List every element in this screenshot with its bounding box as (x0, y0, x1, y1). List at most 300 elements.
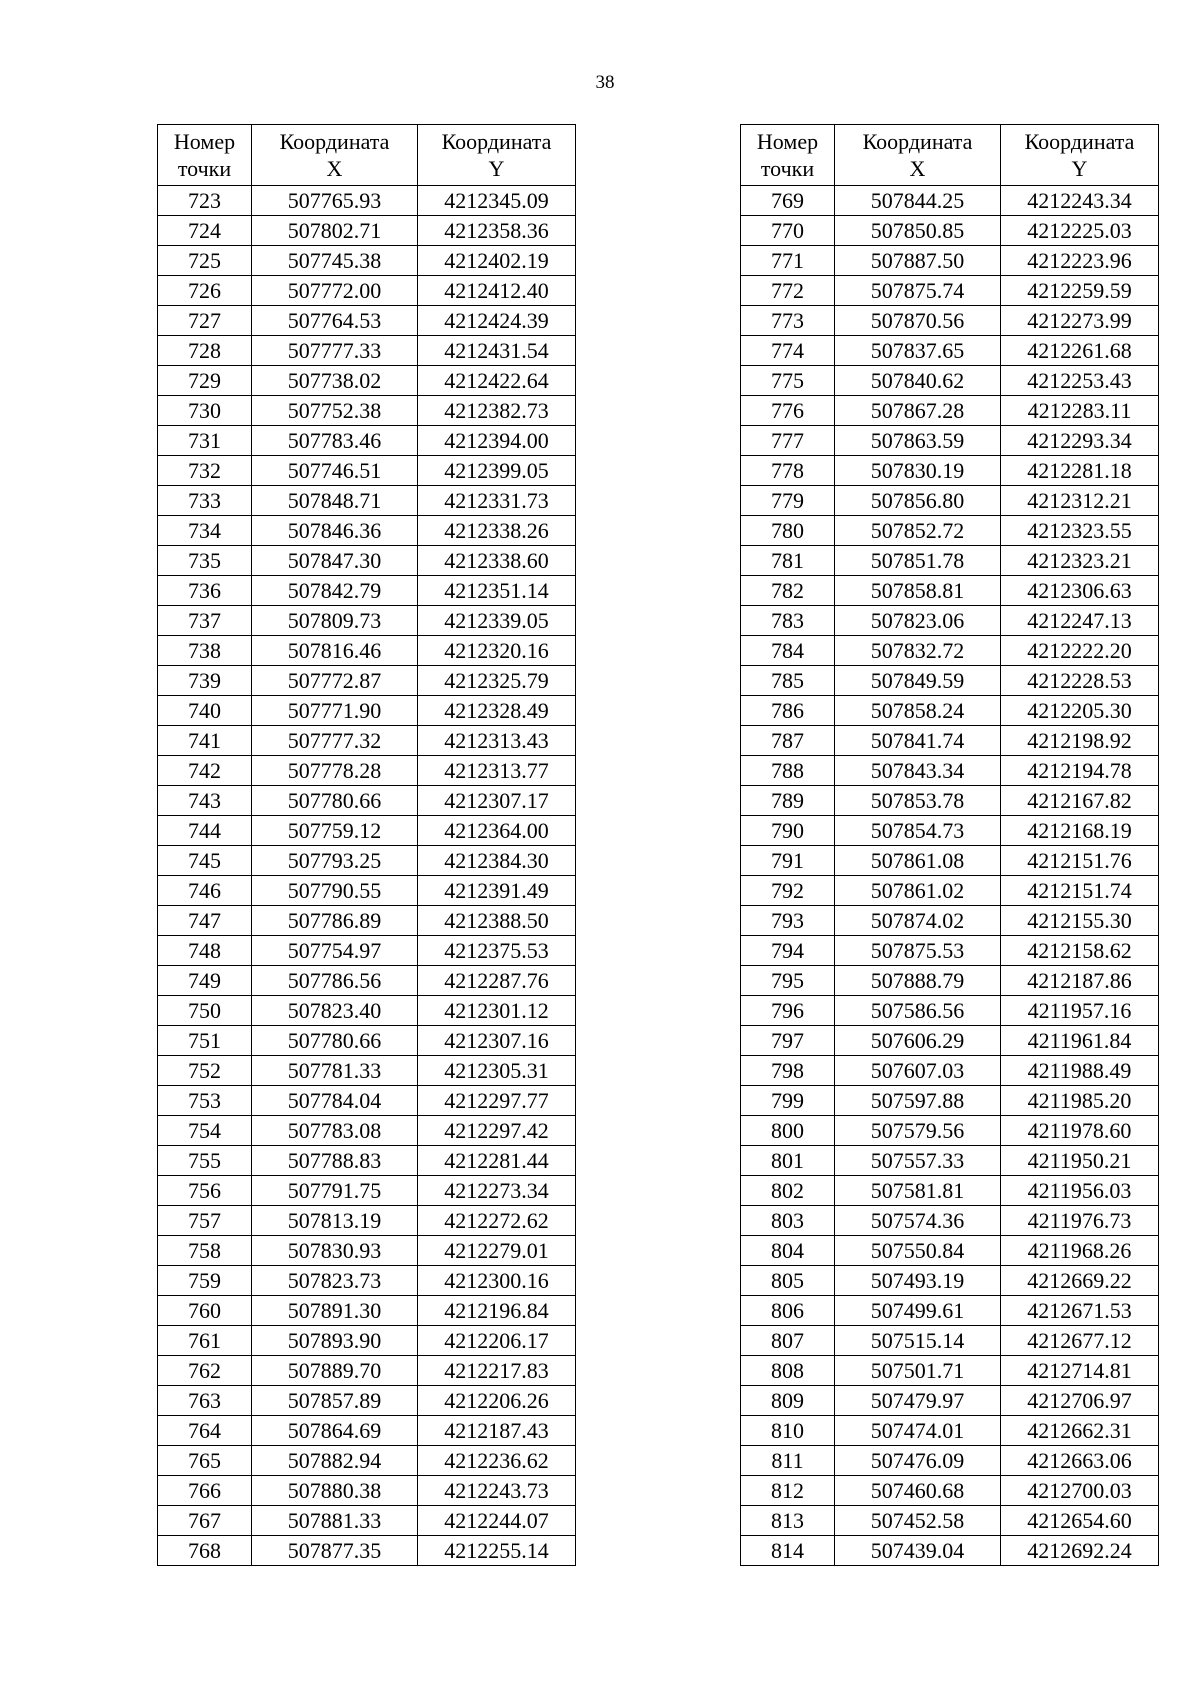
table-row (741, 666, 1159, 696)
header-coord-x (835, 125, 1001, 186)
cell-point-number: 812 (741, 1476, 835, 1506)
header-point-number (741, 125, 835, 186)
header-line: Номер (756, 129, 819, 154)
cell-point-number: 767 (158, 1506, 252, 1536)
table-header-row (741, 125, 1159, 186)
cell-coord-x: 507881.33 (252, 1506, 418, 1536)
cell-coord-y: 4212339.05 (418, 606, 576, 636)
cell-coord-x: 507830.19 (835, 456, 1001, 486)
cell-coord-y: 4212236.62 (418, 1446, 576, 1476)
table-row (158, 1086, 576, 1116)
cell-coord-x: 507793.25 (252, 846, 418, 876)
cell-coord-x: 507846.36 (252, 516, 418, 546)
cell-coord-x: 507474.01 (835, 1416, 1001, 1446)
cell-coord-y: 4212222.20 (1001, 636, 1159, 666)
table-row (158, 1116, 576, 1146)
table-row (741, 246, 1159, 276)
cell-coord-y: 4212187.43 (418, 1416, 576, 1446)
table-row (741, 1026, 1159, 1056)
cell-coord-y: 4212662.31 (1001, 1416, 1159, 1446)
table-row (158, 1146, 576, 1176)
table-row (158, 1056, 576, 1086)
table-row (158, 216, 576, 246)
cell-coord-x: 507597.88 (835, 1086, 1001, 1116)
table-row (158, 186, 576, 216)
table-row (158, 1356, 576, 1386)
cell-coord-x: 507849.59 (835, 666, 1001, 696)
table-row (741, 1056, 1159, 1086)
cell-coord-x: 507606.29 (835, 1026, 1001, 1056)
cell-point-number: 768 (158, 1536, 252, 1566)
cell-coord-y: 4211978.60 (1001, 1116, 1159, 1146)
cell-point-number: 753 (158, 1086, 252, 1116)
cell-point-number: 750 (158, 996, 252, 1026)
cell-coord-x: 507852.72 (835, 516, 1001, 546)
table-body-left (158, 186, 576, 1566)
cell-point-number: 794 (741, 936, 835, 966)
table-row (158, 426, 576, 456)
table-row (158, 1536, 576, 1566)
cell-coord-x: 507832.72 (835, 636, 1001, 666)
cell-point-number: 811 (741, 1446, 835, 1476)
cell-coord-x: 507844.25 (835, 186, 1001, 216)
table-row (741, 756, 1159, 786)
cell-coord-y: 4212384.30 (418, 846, 576, 876)
cell-coord-x: 507460.68 (835, 1476, 1001, 1506)
cell-point-number: 741 (158, 726, 252, 756)
cell-point-number: 798 (741, 1056, 835, 1086)
cell-coord-x: 507813.19 (252, 1206, 418, 1236)
cell-coord-x: 507840.62 (835, 366, 1001, 396)
cell-coord-y: 4212677.12 (1001, 1326, 1159, 1356)
cell-coord-y: 4212205.30 (1001, 696, 1159, 726)
cell-point-number: 800 (741, 1116, 835, 1146)
cell-coord-x: 507574.36 (835, 1206, 1001, 1236)
cell-coord-x: 507830.93 (252, 1236, 418, 1266)
cell-coord-x: 507858.24 (835, 696, 1001, 726)
table-row (741, 1116, 1159, 1146)
cell-point-number: 739 (158, 666, 252, 696)
table-row (741, 996, 1159, 1026)
header-line: X (326, 156, 343, 181)
cell-coord-y: 4212307.17 (418, 786, 576, 816)
cell-coord-y: 4212412.40 (418, 276, 576, 306)
table-row (158, 876, 576, 906)
cell-point-number: 727 (158, 306, 252, 336)
cell-coord-x: 507823.40 (252, 996, 418, 1026)
cell-coord-y: 4212223.96 (1001, 246, 1159, 276)
cell-point-number: 761 (158, 1326, 252, 1356)
cell-coord-x: 507501.71 (835, 1356, 1001, 1386)
table-row (741, 456, 1159, 486)
cell-coord-y: 4211961.84 (1001, 1026, 1159, 1056)
cell-point-number: 725 (158, 246, 252, 276)
cell-point-number: 731 (158, 426, 252, 456)
cell-coord-y: 4212244.07 (418, 1506, 576, 1536)
table-row (158, 1326, 576, 1356)
cell-coord-y: 4212198.92 (1001, 726, 1159, 756)
cell-coord-x: 507771.90 (252, 696, 418, 726)
cell-coord-x: 507781.33 (252, 1056, 418, 1086)
cell-coord-x: 507823.06 (835, 606, 1001, 636)
table-row (741, 966, 1159, 996)
cell-point-number: 770 (741, 216, 835, 246)
cell-coord-y: 4212272.62 (418, 1206, 576, 1236)
cell-coord-y: 4211957.16 (1001, 996, 1159, 1026)
cell-point-number: 801 (741, 1146, 835, 1176)
table-row (158, 306, 576, 336)
cell-point-number: 813 (741, 1506, 835, 1536)
cell-point-number: 814 (741, 1536, 835, 1566)
cell-coord-x: 507888.79 (835, 966, 1001, 996)
table-row (741, 1086, 1159, 1116)
cell-point-number: 743 (158, 786, 252, 816)
cell-point-number: 729 (158, 366, 252, 396)
cell-point-number: 766 (158, 1476, 252, 1506)
cell-point-number: 804 (741, 1236, 835, 1266)
cell-point-number: 736 (158, 576, 252, 606)
table-row (158, 1296, 576, 1326)
cell-coord-y: 4212217.83 (418, 1356, 576, 1386)
cell-coord-y: 4212261.68 (1001, 336, 1159, 366)
cell-coord-x: 507786.89 (252, 906, 418, 936)
table-row (158, 396, 576, 426)
cell-coord-y: 4212273.34 (418, 1176, 576, 1206)
cell-coord-y: 4212345.09 (418, 186, 576, 216)
table-row (741, 276, 1159, 306)
cell-coord-x: 507877.35 (252, 1536, 418, 1566)
cell-coord-y: 4212325.79 (418, 666, 576, 696)
table-row (741, 1296, 1159, 1326)
cell-coord-x: 507780.66 (252, 1026, 418, 1056)
cell-point-number: 733 (158, 486, 252, 516)
cell-coord-y: 4212382.73 (418, 396, 576, 426)
cell-point-number: 763 (158, 1386, 252, 1416)
cell-coord-y: 4212422.64 (418, 366, 576, 396)
cell-coord-x: 507515.14 (835, 1326, 1001, 1356)
cell-coord-y: 4212307.16 (418, 1026, 576, 1056)
cell-point-number: 776 (741, 396, 835, 426)
cell-coord-x: 507777.33 (252, 336, 418, 366)
cell-coord-x: 507783.46 (252, 426, 418, 456)
cell-point-number: 774 (741, 336, 835, 366)
table-row (158, 516, 576, 546)
table-row (741, 936, 1159, 966)
header-line: Координата (862, 129, 973, 154)
cell-point-number: 745 (158, 846, 252, 876)
table-row (741, 1416, 1159, 1446)
cell-coord-y: 4212669.22 (1001, 1266, 1159, 1296)
cell-point-number: 755 (158, 1146, 252, 1176)
cell-coord-x: 507823.73 (252, 1266, 418, 1296)
cell-coord-x: 507764.53 (252, 306, 418, 336)
table-row (741, 336, 1159, 366)
cell-point-number: 786 (741, 696, 835, 726)
cell-coord-x: 507557.33 (835, 1146, 1001, 1176)
cell-coord-y: 4212663.06 (1001, 1446, 1159, 1476)
header-line: Номер (173, 129, 236, 154)
cell-point-number: 730 (158, 396, 252, 426)
cell-point-number: 799 (741, 1086, 835, 1116)
header-line: точки (760, 156, 815, 181)
cell-coord-y: 4211968.26 (1001, 1236, 1159, 1266)
table-row (741, 486, 1159, 516)
table-row (741, 1446, 1159, 1476)
cell-coord-x: 507772.00 (252, 276, 418, 306)
cell-point-number: 769 (741, 186, 835, 216)
cell-coord-x: 507476.09 (835, 1446, 1001, 1476)
cell-coord-y: 4212287.76 (418, 966, 576, 996)
table-row (741, 846, 1159, 876)
cell-coord-x: 507861.08 (835, 846, 1001, 876)
cell-coord-y: 4212281.18 (1001, 456, 1159, 486)
cell-point-number: 751 (158, 1026, 252, 1056)
table-row (741, 636, 1159, 666)
cell-coord-y: 4212375.53 (418, 936, 576, 966)
cell-coord-x: 507837.65 (835, 336, 1001, 366)
cell-coord-y: 4212281.44 (418, 1146, 576, 1176)
cell-point-number: 808 (741, 1356, 835, 1386)
cell-coord-x: 507863.59 (835, 426, 1001, 456)
cell-point-number: 788 (741, 756, 835, 786)
cell-coord-x: 507848.71 (252, 486, 418, 516)
cell-coord-y: 4212399.05 (418, 456, 576, 486)
page-number: 38 (595, 72, 615, 93)
cell-point-number: 809 (741, 1386, 835, 1416)
cell-point-number: 747 (158, 906, 252, 936)
table-row (158, 1266, 576, 1296)
cell-coord-x: 507875.53 (835, 936, 1001, 966)
cell-coord-y: 4212167.82 (1001, 786, 1159, 816)
table-row (741, 1326, 1159, 1356)
table-row (158, 606, 576, 636)
cell-coord-y: 4212358.36 (418, 216, 576, 246)
cell-coord-y: 4212196.84 (418, 1296, 576, 1326)
cell-point-number: 779 (741, 486, 835, 516)
table-row (158, 1416, 576, 1446)
cell-coord-y: 4212151.76 (1001, 846, 1159, 876)
table-row (741, 366, 1159, 396)
cell-point-number: 749 (158, 966, 252, 996)
cell-coord-y: 4211976.73 (1001, 1206, 1159, 1236)
cell-coord-y: 4212714.81 (1001, 1356, 1159, 1386)
cell-point-number: 793 (741, 906, 835, 936)
cell-coord-y: 4212331.73 (418, 486, 576, 516)
cell-point-number: 805 (741, 1266, 835, 1296)
header-coord-x (252, 125, 418, 186)
cell-point-number: 777 (741, 426, 835, 456)
table-row (158, 636, 576, 666)
table-row (158, 696, 576, 726)
cell-point-number: 785 (741, 666, 835, 696)
cell-coord-x: 507870.56 (835, 306, 1001, 336)
cell-coord-x: 507893.90 (252, 1326, 418, 1356)
cell-coord-y: 4211956.03 (1001, 1176, 1159, 1206)
cell-coord-x: 507864.69 (252, 1416, 418, 1446)
cell-coord-x: 507786.56 (252, 966, 418, 996)
table-row (741, 546, 1159, 576)
cell-coord-x: 507752.38 (252, 396, 418, 426)
cell-point-number: 802 (741, 1176, 835, 1206)
cell-coord-x: 507880.38 (252, 1476, 418, 1506)
table-row (158, 906, 576, 936)
cell-coord-y: 4212328.49 (418, 696, 576, 726)
cell-point-number: 810 (741, 1416, 835, 1446)
table-header-row (158, 125, 576, 186)
cell-coord-x: 507843.34 (835, 756, 1001, 786)
cell-coord-x: 507759.12 (252, 816, 418, 846)
header-line: Координата (1024, 129, 1135, 154)
cell-coord-x: 507746.51 (252, 456, 418, 486)
cell-coord-y: 4212297.77 (418, 1086, 576, 1116)
cell-coord-x: 507850.85 (835, 216, 1001, 246)
cell-point-number: 791 (741, 846, 835, 876)
cell-coord-y: 4212313.43 (418, 726, 576, 756)
header-coord-y (418, 125, 576, 186)
cell-coord-y: 4212155.30 (1001, 906, 1159, 936)
header-line: Y (488, 156, 505, 181)
cell-coord-x: 507499.61 (835, 1296, 1001, 1326)
cell-point-number: 803 (741, 1206, 835, 1236)
cell-coord-y: 4212320.16 (418, 636, 576, 666)
cell-point-number: 787 (741, 726, 835, 756)
cell-coord-y: 4212247.13 (1001, 606, 1159, 636)
cell-coord-x: 507791.75 (252, 1176, 418, 1206)
cell-point-number: 754 (158, 1116, 252, 1146)
table-row (741, 216, 1159, 246)
cell-point-number: 744 (158, 816, 252, 846)
table-row (158, 966, 576, 996)
table-row (158, 1446, 576, 1476)
cell-coord-y: 4212228.53 (1001, 666, 1159, 696)
table-row (158, 246, 576, 276)
table-row (741, 1146, 1159, 1176)
coordinates-table-right (740, 124, 1159, 1566)
cell-coord-y: 4212306.63 (1001, 576, 1159, 606)
cell-coord-x: 507788.83 (252, 1146, 418, 1176)
cell-coord-x: 507738.02 (252, 366, 418, 396)
cell-coord-y: 4212323.55 (1001, 516, 1159, 546)
cell-coord-y: 4211985.20 (1001, 1086, 1159, 1116)
cell-coord-y: 4212431.54 (418, 336, 576, 366)
table-row (158, 816, 576, 846)
cell-coord-x: 507784.04 (252, 1086, 418, 1116)
cell-coord-x: 507802.71 (252, 216, 418, 246)
cell-coord-y: 4212424.39 (418, 306, 576, 336)
cell-coord-y: 4212313.77 (418, 756, 576, 786)
table-row (741, 1356, 1159, 1386)
cell-coord-x: 507841.74 (835, 726, 1001, 756)
cell-coord-x: 507867.28 (835, 396, 1001, 426)
cell-point-number: 726 (158, 276, 252, 306)
cell-coord-x: 507889.70 (252, 1356, 418, 1386)
cell-coord-x: 507847.30 (252, 546, 418, 576)
cell-point-number: 796 (741, 996, 835, 1026)
cell-coord-x: 507875.74 (835, 276, 1001, 306)
cell-coord-x: 507550.84 (835, 1236, 1001, 1266)
table-row (158, 846, 576, 876)
cell-coord-y: 4212323.21 (1001, 546, 1159, 576)
table-row (158, 456, 576, 486)
table-row (741, 606, 1159, 636)
cell-point-number: 737 (158, 606, 252, 636)
cell-point-number: 738 (158, 636, 252, 666)
cell-coord-y: 4212194.78 (1001, 756, 1159, 786)
coordinates-table-left (157, 124, 576, 1566)
cell-point-number: 746 (158, 876, 252, 906)
cell-coord-x: 507874.02 (835, 906, 1001, 936)
cell-point-number: 773 (741, 306, 835, 336)
cell-coord-y: 4212259.59 (1001, 276, 1159, 306)
cell-coord-y: 4212388.50 (418, 906, 576, 936)
table-row (741, 516, 1159, 546)
cell-coord-y: 4212391.49 (418, 876, 576, 906)
table-row (741, 726, 1159, 756)
header-line: X (909, 156, 926, 181)
cell-point-number: 732 (158, 456, 252, 486)
cell-coord-y: 4212283.11 (1001, 396, 1159, 426)
cell-coord-y: 4212243.73 (418, 1476, 576, 1506)
cell-coord-x: 507858.81 (835, 576, 1001, 606)
table-row (741, 876, 1159, 906)
cell-point-number: 756 (158, 1176, 252, 1206)
table-body-right (741, 186, 1159, 1566)
cell-coord-y: 4212206.26 (418, 1386, 576, 1416)
cell-point-number: 742 (158, 756, 252, 786)
cell-point-number: 752 (158, 1056, 252, 1086)
table-row (158, 996, 576, 1026)
table-row (158, 666, 576, 696)
table-row (741, 1176, 1159, 1206)
cell-point-number: 806 (741, 1296, 835, 1326)
cell-coord-x: 507607.03 (835, 1056, 1001, 1086)
header-point-number (158, 125, 252, 186)
table-row (158, 726, 576, 756)
cell-coord-y: 4211988.49 (1001, 1056, 1159, 1086)
table-row (158, 276, 576, 306)
table-row (158, 1176, 576, 1206)
cell-coord-x: 507851.78 (835, 546, 1001, 576)
cell-point-number: 759 (158, 1266, 252, 1296)
cell-coord-x: 507452.58 (835, 1506, 1001, 1536)
cell-coord-y: 4212301.12 (418, 996, 576, 1026)
cell-point-number: 790 (741, 816, 835, 846)
cell-coord-x: 507790.55 (252, 876, 418, 906)
cell-point-number: 781 (741, 546, 835, 576)
cell-coord-x: 507853.78 (835, 786, 1001, 816)
cell-coord-y: 4212338.60 (418, 546, 576, 576)
cell-coord-x: 507745.38 (252, 246, 418, 276)
cell-coord-x: 507856.80 (835, 486, 1001, 516)
cell-coord-x: 507778.28 (252, 756, 418, 786)
cell-point-number: 783 (741, 606, 835, 636)
table-row (741, 1206, 1159, 1236)
cell-point-number: 724 (158, 216, 252, 246)
cell-coord-y: 4212168.19 (1001, 816, 1159, 846)
header-line: Координата (441, 129, 552, 154)
table-row (741, 426, 1159, 456)
cell-coord-y: 4212158.62 (1001, 936, 1159, 966)
table-row (158, 756, 576, 786)
table-row (158, 546, 576, 576)
cell-coord-y: 4212273.99 (1001, 306, 1159, 336)
cell-coord-y: 4212402.19 (418, 246, 576, 276)
cell-coord-y: 4212243.34 (1001, 186, 1159, 216)
cell-coord-y: 4212255.14 (418, 1536, 576, 1566)
cell-point-number: 775 (741, 366, 835, 396)
cell-coord-y: 4212364.00 (418, 816, 576, 846)
cell-point-number: 748 (158, 936, 252, 966)
